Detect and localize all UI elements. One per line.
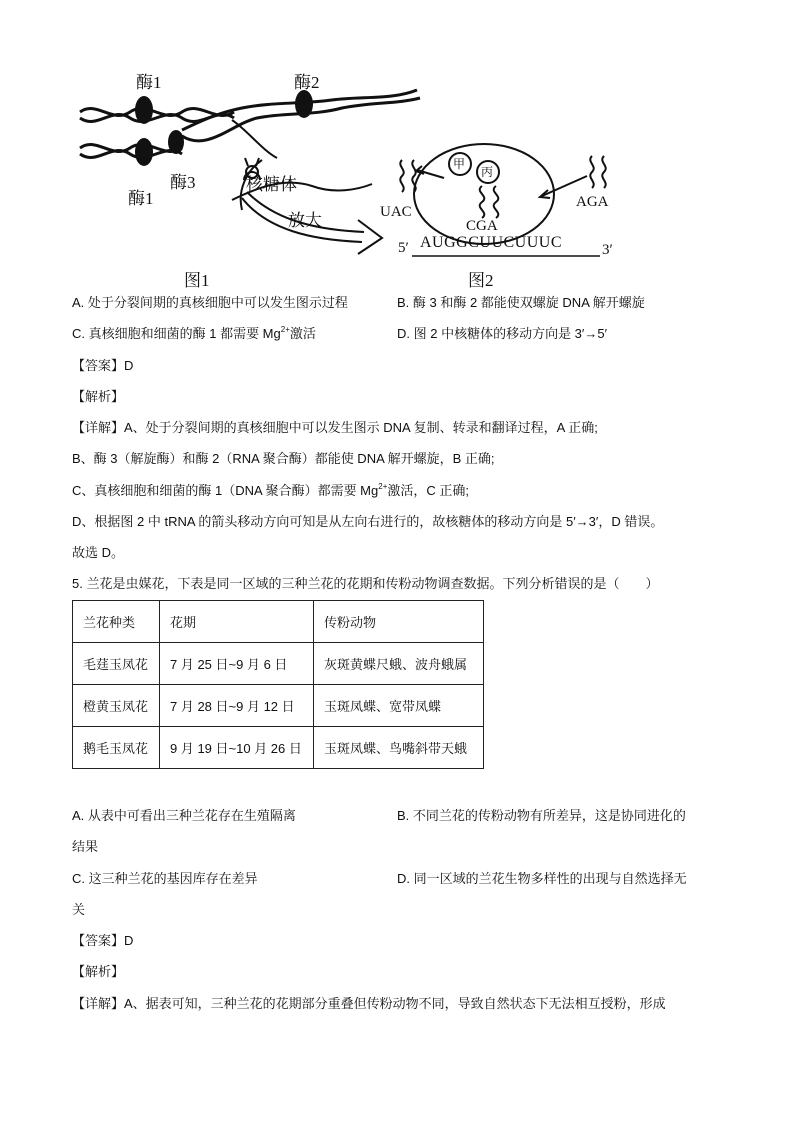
table-cell: 毛莛玉凤花 bbox=[73, 643, 160, 685]
trna-right-shape bbox=[590, 156, 593, 188]
q4-analysis-heading: 【解析】 bbox=[72, 389, 125, 404]
label-enzyme1-bottom: 酶1 bbox=[128, 189, 154, 208]
q5-answer: 【答案】D bbox=[72, 933, 134, 948]
q4-detail-a: 【详解】A、处于分裂间期的真核细胞中可以发生图示 DNA 复制、转录和翻译过程，A 正确; bbox=[72, 420, 598, 435]
fig1-dna-strands bbox=[80, 90, 420, 158]
table-header-row bbox=[73, 601, 484, 643]
q5-option-b: B. 不同兰花的传粉动物有所差异，这是协同进化的 bbox=[397, 808, 686, 823]
q4-option-a: A. 处于分裂间期的真核细胞中可以发生图示过程 bbox=[72, 295, 348, 310]
q5-option-c: C. 这三种兰花的基因库存在差异 bbox=[72, 871, 258, 886]
enzyme2-shape bbox=[295, 90, 313, 118]
label-enzyme2: 酶2 bbox=[294, 73, 320, 92]
table-cell: 玉斑凤蝶、宽带凤蝶 bbox=[314, 685, 484, 727]
q5-option-b-continued: 结果 bbox=[72, 839, 99, 854]
label-enzyme1-top: 酶1 bbox=[136, 73, 162, 92]
table-header-cell: 兰花种类 bbox=[73, 601, 160, 643]
table-header-cell: 花期 bbox=[160, 601, 314, 643]
trna-center-shape bbox=[480, 186, 485, 218]
figure-drawing bbox=[72, 60, 712, 292]
enzyme3-shape bbox=[168, 130, 184, 154]
q4-option-c-tail: 激活 bbox=[289, 326, 316, 341]
label-jia: 甲 bbox=[453, 157, 466, 171]
label-cga: CGA bbox=[466, 218, 498, 234]
arrow-left-out bbox=[417, 170, 444, 178]
table-cell: 9 月 19 日~10 月 26 日 bbox=[160, 727, 314, 769]
label-aga: AGA bbox=[576, 194, 609, 210]
q4-detail-b: B、酶 3（解旋酶）和酶 2（RNA 聚合酶）都能使 DNA 解开螺旋，B 正确; bbox=[72, 451, 495, 466]
table-cell: 7 月 28 日~9 月 12 日 bbox=[160, 685, 314, 727]
table-cell: 鹅毛玉凤花 bbox=[73, 727, 160, 769]
q5-option-d-continued: 关 bbox=[72, 902, 86, 917]
label-ribosome: 核糖体 bbox=[246, 175, 297, 194]
fig2-caption: 图2 bbox=[468, 271, 494, 290]
table-row bbox=[73, 685, 484, 727]
q4-detail-c-tail: 激活，C 正确; bbox=[387, 483, 469, 498]
q4-detail-c-sup: 2+ bbox=[378, 482, 388, 491]
table-cell: 7 月 25 日~9 月 6 日 bbox=[160, 643, 314, 685]
q5-orchid-table bbox=[72, 600, 484, 769]
label-bing: 丙 bbox=[481, 165, 494, 179]
trna-left-shape bbox=[400, 160, 403, 192]
q4-conclusion: 故选 D。 bbox=[72, 545, 125, 560]
label-enzyme3: 酶3 bbox=[170, 173, 196, 192]
fig1-enzymes bbox=[135, 90, 313, 166]
table-cell: 橙黄玉凤花 bbox=[73, 685, 160, 727]
label-five-prime: 5′ bbox=[398, 240, 409, 256]
q5-detail-a: 【详解】A、据表可知，三种兰花的花期部分重叠但传粉动物不同，导致自然状态下无法相互授粉，形成 bbox=[72, 996, 666, 1011]
figure-dna-replication-translation bbox=[72, 60, 712, 292]
q5-option-d: D. 同一区域的兰花生物多样性的出现与自然选择无 bbox=[397, 871, 687, 886]
q4-option-c-text: C. 真核细胞和细菌的酶 1 都需要 Mg bbox=[72, 326, 281, 341]
table-cell: 玉斑凤蝶、鸟嘴斜带天蛾 bbox=[314, 727, 484, 769]
label-magnify: 放大 bbox=[288, 211, 322, 230]
q4-option-c bbox=[72, 325, 316, 343]
label-uac: UAC bbox=[380, 204, 412, 220]
q4-detail-c-text: C、真核细胞和细菌的酶 1（DNA 聚合酶）都需要 Mg bbox=[72, 483, 379, 498]
enzyme1-bottom-shape bbox=[135, 138, 153, 166]
arrow-right-in bbox=[542, 176, 587, 196]
q5-stem: 5. 兰花是虫媒花，下表是同一区域的三种兰花的花期和传粉动物调查数据。下列分析错误的是（ ） bbox=[72, 576, 659, 591]
q5-analysis-heading: 【解析】 bbox=[72, 964, 125, 979]
enzyme1-top-shape bbox=[135, 96, 153, 124]
q4-option-d: D. 图 2 中核糖体的移动方向是 3′→5′ bbox=[397, 326, 608, 341]
q4-option-b: B. 酶 3 和酶 2 都能使双螺旋 DNA 解开螺旋 bbox=[397, 295, 645, 310]
label-mrna-sequence: AUGGCUUCUUUC bbox=[420, 234, 563, 251]
table-header-cell: 传粉动物 bbox=[314, 601, 484, 643]
table-cell: 灰斑黄蝶尺蛾、波舟蛾属 bbox=[314, 643, 484, 685]
q4-option-c-sup: 2+ bbox=[280, 325, 290, 334]
table-row bbox=[73, 727, 484, 769]
q4-answer: 【答案】D bbox=[72, 358, 134, 373]
q4-detail-d: D、根据图 2 中 tRNA 的箭头移动方向可知是从左向右进行的，故核糖体的移动方向是 5′→3′，D 错误。 bbox=[72, 514, 664, 529]
q5-option-a: A. 从表中可看出三种兰花存在生殖隔离 bbox=[72, 808, 296, 823]
label-three-prime: 3′ bbox=[602, 242, 613, 258]
fig1-caption: 图1 bbox=[184, 271, 210, 290]
q4-detail-c bbox=[72, 482, 469, 500]
table-row bbox=[73, 643, 484, 685]
